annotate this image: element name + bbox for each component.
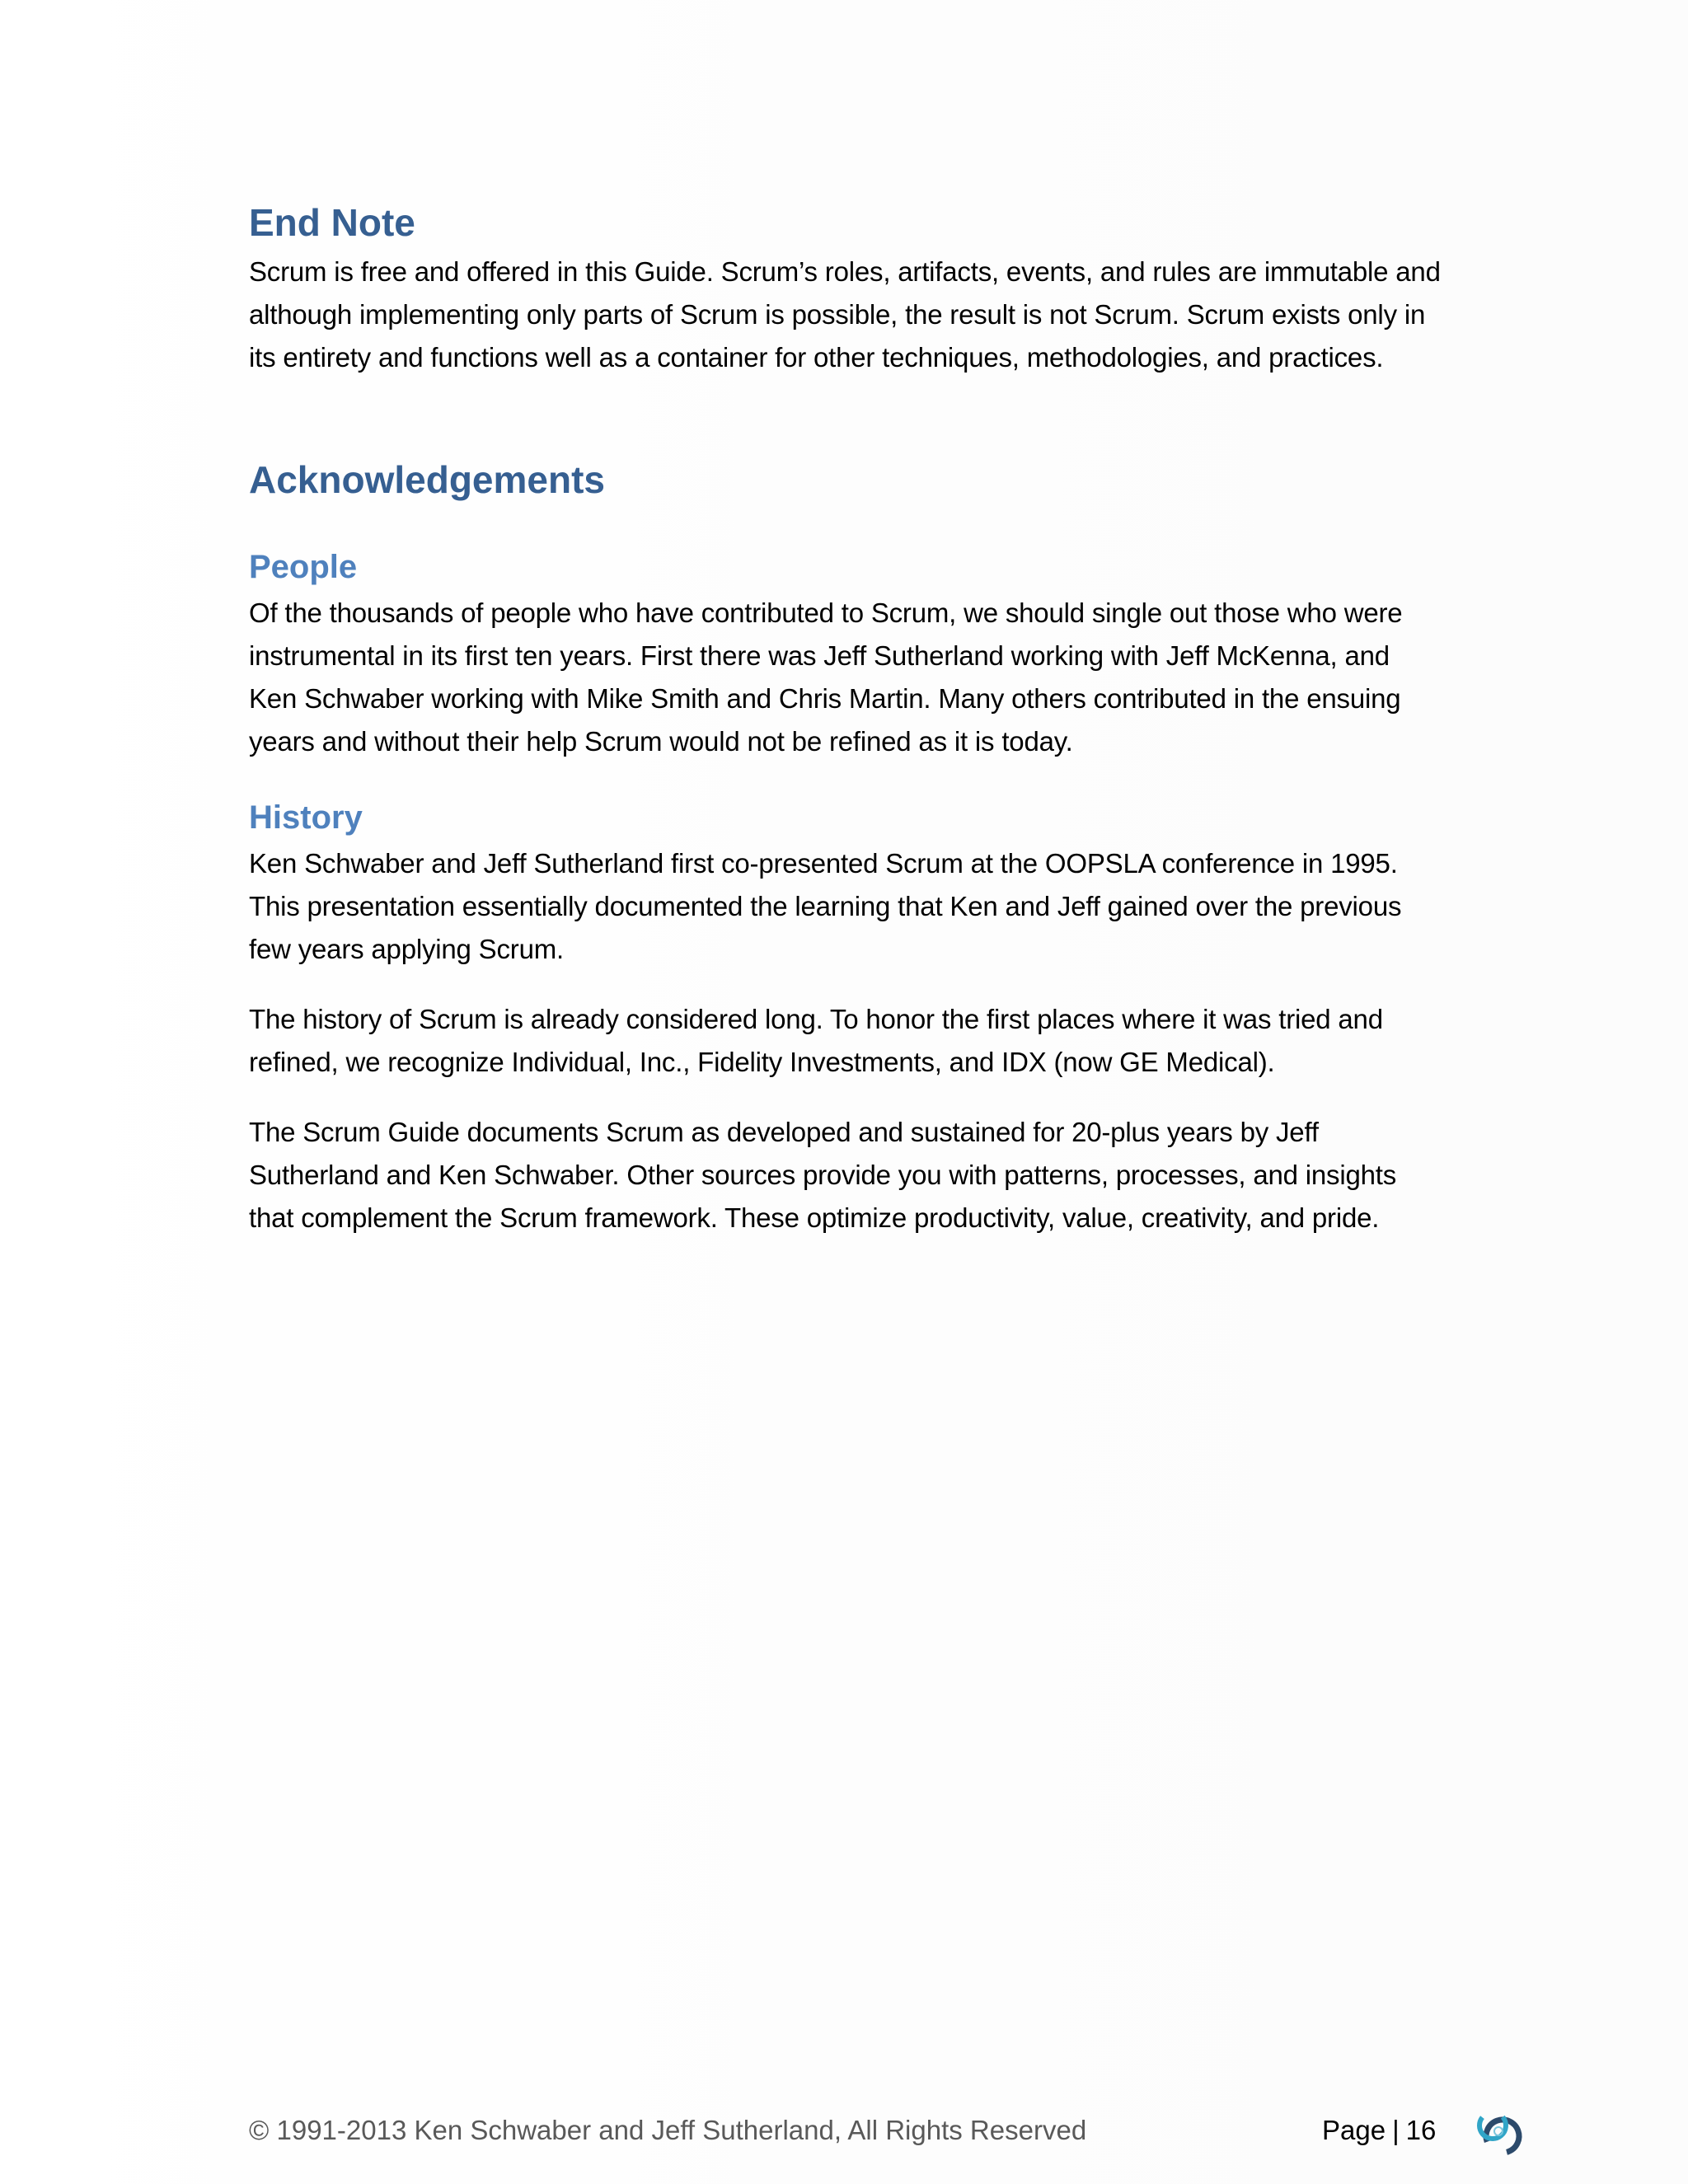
end-note-paragraph: Scrum is free and offered in this Guide. Scrum’s roles, artifacts, events, and rules are immutable and although implementing only parts of Scrum is possible, the result is not Scrum. Scrum exists only in its entirety and functions well as a container for other techniques, methodologies, and practices. xyxy=(249,256,1441,373)
page-separator: | xyxy=(1392,2115,1400,2145)
people-paragraph: Of the thousands of people who have contributed to Scrum, we should single out those who were instrumental in its first ten years. First there was Jeff Sutherland working with Jeff McKenna, and Ken Schwaber working with Mike Smith and Chris Martin. Many others contributed in the ensuing years and without their help Scrum would not be refined as it is today. xyxy=(249,598,1403,757)
people-heading: People xyxy=(249,549,358,585)
page-footer xyxy=(249,2110,1526,2159)
page-number xyxy=(1322,2110,1436,2151)
end-note-heading: End Note xyxy=(249,201,415,244)
history-paragraph: Ken Schwaber and Jeff Sutherland first co-presented Scrum at the OOPSLA conference in 1995. This presentation essentially documented the learning that Ken and Jeff gained over the previous few years applying Scrum. xyxy=(249,848,1402,964)
history-paragraph: The history of Scrum is already considered long. To honor the first places where it was tried and refined, we recognize Individual, Inc., Fidelity Investments, and IDX (now GE Medical). xyxy=(249,1004,1383,1077)
copyright-notice: © 1991-2013 Ken Schwaber and Jeff Sutherland, All Rights Reserved xyxy=(249,2115,1087,2145)
page-label: Page xyxy=(1322,2115,1386,2145)
page-number-value: 16 xyxy=(1405,2115,1437,2145)
page-content xyxy=(249,198,1442,1240)
history-heading: History xyxy=(249,799,363,836)
scrum-circular-logo-icon xyxy=(1470,2103,1528,2161)
acknowledgements-heading: Acknowledgements xyxy=(249,458,605,501)
history-paragraph: The Scrum Guide documents Scrum as developed and sustained for 20-plus years by Jeff Sutherland and Ken Schwaber. Other sources provide you with patterns, processes, and insights that complement the Scrum framework. These optimize productivity, value, creativity, and pride. xyxy=(249,1117,1397,1233)
